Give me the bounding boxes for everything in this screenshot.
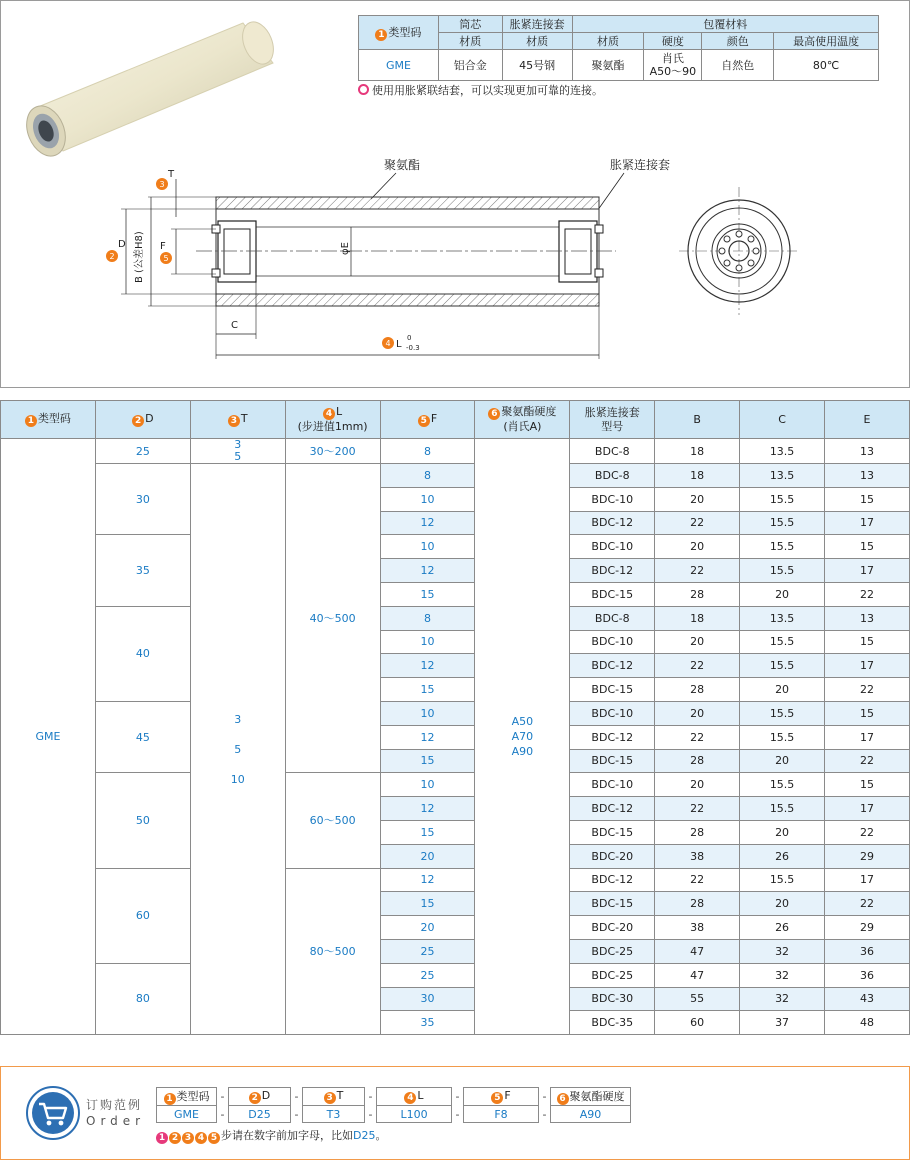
cell-c: 20: [740, 892, 825, 916]
cell-sleeve-model: BDC-8: [570, 464, 655, 488]
cell-c: 13.5: [740, 439, 825, 464]
svg-text:5: 5: [163, 254, 169, 263]
cell-e: 15: [825, 701, 910, 725]
cell-c: 32: [740, 963, 825, 987]
cell-e: 13: [825, 606, 910, 630]
cell-f: 8: [380, 464, 475, 488]
col-l: 4 L (步进值1mm): [285, 401, 380, 439]
cell-e: 29: [825, 844, 910, 868]
order-subtitle: Order: [86, 1114, 146, 1128]
cell-b: 20: [655, 487, 740, 511]
order-v-t: T3: [303, 1106, 365, 1123]
cell-e: 22: [825, 678, 910, 702]
cell-sleeve-model: BDC-12: [570, 797, 655, 821]
cell-f: 20: [380, 916, 475, 940]
order-h-d: 2 D: [229, 1088, 291, 1106]
cell-sleeve-model: BDC-15: [570, 892, 655, 916]
cell-b: 22: [655, 725, 740, 749]
cell-f: 12: [380, 511, 475, 535]
cell-l: 30～200: [285, 439, 380, 464]
cell-b: 18: [655, 439, 740, 464]
order-v-d: D25: [229, 1106, 291, 1123]
product-spec-panel: [0, 0, 910, 388]
spec-header-cover: 包覆材料: [572, 16, 878, 33]
cell-sleeve-model: BDC-15: [570, 678, 655, 702]
cell-sleeve-model: BDC-12: [570, 559, 655, 583]
cell-b: 18: [655, 606, 740, 630]
svg-text:F: F: [160, 241, 166, 252]
cell-sleeve-model: BDC-12: [570, 868, 655, 892]
order-title: 订购范例: [86, 1098, 143, 1112]
spec-header-max-temp: 最高使用温度: [774, 33, 879, 50]
cell-b: 28: [655, 820, 740, 844]
cell-e: 17: [825, 797, 910, 821]
order-v-type: GME: [157, 1106, 217, 1123]
cell-sleeve-model: BDC-15: [570, 582, 655, 606]
cell-d: 40: [95, 606, 190, 701]
cell-e: 48: [825, 1011, 910, 1035]
cell-sleeve-model: BDC-15: [570, 749, 655, 773]
cell-b: 20: [655, 535, 740, 559]
cell-sleeve-model: BDC-8: [570, 439, 655, 464]
spec-header-core-material: 材质: [438, 33, 502, 50]
cell-f: 15: [380, 582, 475, 606]
cell-c: 13.5: [740, 464, 825, 488]
cell-f: 8: [380, 439, 475, 464]
cell-l: 60～500: [285, 773, 380, 868]
cell-f: 25: [380, 939, 475, 963]
cell-d: 80: [95, 963, 190, 1034]
dim-f-label: [160, 241, 172, 264]
cell-b: 18: [655, 464, 740, 488]
cell-b: 38: [655, 916, 740, 940]
cell-c: 15.5: [740, 725, 825, 749]
cell-sleeve-model: BDC-15: [570, 820, 655, 844]
technical-drawing: [96, 151, 816, 366]
cell-f: 15: [380, 892, 475, 916]
dimension-table: [0, 400, 910, 1035]
cell-f: 25: [380, 963, 475, 987]
spec-header-sleeve: 胀紧连接套: [502, 16, 572, 33]
cell-f: 10: [380, 773, 475, 797]
cell-f: 12: [380, 868, 475, 892]
spec-core-material: 铝合金: [438, 50, 502, 81]
cell-e: 17: [825, 868, 910, 892]
order-note: 1 2 3 4 5 步请在数字前加字母，比如D25。: [156, 1127, 386, 1144]
cell-sleeve-model: BDC-25: [570, 963, 655, 987]
cell-b: 47: [655, 963, 740, 987]
cell-c: 15.5: [740, 511, 825, 535]
spec-color: 自然色: [702, 50, 774, 81]
order-h-hardness: 6 聚氨酯硬度: [551, 1088, 631, 1106]
col-t: 3 T: [190, 401, 285, 439]
cell-b: 28: [655, 749, 740, 773]
cell-c: 15.5: [740, 773, 825, 797]
cell-e: 13: [825, 464, 910, 488]
cell-type: GME: [1, 439, 96, 1035]
cell-e: 17: [825, 654, 910, 678]
cell-sleeve-model: BDC-30: [570, 987, 655, 1011]
svg-text:T: T: [168, 169, 175, 180]
cell-c: 13.5: [740, 606, 825, 630]
cell-c: 15.5: [740, 630, 825, 654]
table-row: [1, 439, 910, 464]
table-row: [1, 963, 910, 987]
cell-e: 36: [825, 939, 910, 963]
cell-c: 15.5: [740, 797, 825, 821]
cell-c: 15.5: [740, 701, 825, 725]
table-row: [1, 773, 910, 797]
dim-d-label: [106, 239, 126, 262]
spec-cover-material: 聚氨酯: [572, 50, 644, 81]
cell-d: 45: [95, 701, 190, 772]
cell-f: 30: [380, 987, 475, 1011]
cell-e: 15: [825, 535, 910, 559]
cell-c: 20: [740, 749, 825, 773]
table-row: [1, 701, 910, 725]
spec-header-color: 颜色: [702, 33, 774, 50]
svg-text:3: 3: [159, 180, 165, 189]
spec-header-sleeve-material: 材质: [502, 33, 572, 50]
cell-f: 20: [380, 844, 475, 868]
cell-l: 40～500: [285, 464, 380, 773]
cell-c: 32: [740, 987, 825, 1011]
spec-header-cover-material: 材质: [572, 33, 644, 50]
order-v-l: L100: [377, 1106, 452, 1123]
cell-e: 15: [825, 773, 910, 797]
spec-max-temp: 80℃: [774, 50, 879, 81]
cell-sleeve-model: BDC-20: [570, 916, 655, 940]
cell-b: 22: [655, 868, 740, 892]
col-sleeve-model: 胀紧连接套 型号: [570, 401, 655, 439]
end-view: [679, 187, 799, 315]
col-e: E: [825, 401, 910, 439]
cell-c: 15.5: [740, 535, 825, 559]
cell-e: 22: [825, 820, 910, 844]
cell-f: 12: [380, 654, 475, 678]
order-table: 1 类型码 - 2 D - 3 T - 4 L - 5 F - 6 聚氨酯硬度 GME - D25 - T3 - L100 - F8 - A90: [156, 1087, 631, 1123]
cell-c: 20: [740, 820, 825, 844]
table-row: [1, 868, 910, 892]
cell-b: 55: [655, 987, 740, 1011]
cell-c: 15.5: [740, 868, 825, 892]
cell-e: 29: [825, 916, 910, 940]
cell-b: 22: [655, 654, 740, 678]
cell-c: 15.5: [740, 559, 825, 583]
cell-e: 36: [825, 963, 910, 987]
cell-d: 50: [95, 773, 190, 868]
col-hardness: 6 聚氨酯硬度 (肖氏A): [475, 401, 570, 439]
cell-c: 26: [740, 916, 825, 940]
cell-sleeve-model: BDC-10: [570, 535, 655, 559]
cell-t: 3 5 10: [190, 464, 285, 1035]
shopping-cart-icon: [25, 1085, 81, 1141]
cell-b: 22: [655, 559, 740, 583]
spec-hardness: 肖氏 A50～90: [644, 50, 702, 81]
cell-d: 35: [95, 535, 190, 606]
cell-c: 15.5: [740, 654, 825, 678]
order-v-hardness: A90: [551, 1106, 631, 1123]
svg-text:-0.3: -0.3: [406, 344, 420, 352]
cell-sleeve-model: BDC-10: [570, 701, 655, 725]
cell-sleeve-model: BDC-10: [570, 487, 655, 511]
cell-f: 15: [380, 820, 475, 844]
cell-e: 43: [825, 987, 910, 1011]
col-c: C: [740, 401, 825, 439]
cell-e: 13: [825, 439, 910, 464]
table-row: [1, 606, 910, 630]
cell-b: 20: [655, 630, 740, 654]
cell-e: 17: [825, 725, 910, 749]
table-row: [1, 464, 910, 488]
cell-l: 80～500: [285, 868, 380, 1035]
dim-b-label: B (公差H8): [134, 231, 145, 283]
roller-photo: [11, 11, 281, 171]
table-row: [1, 535, 910, 559]
cell-sleeve-model: BDC-20: [570, 844, 655, 868]
cell-f: 15: [380, 678, 475, 702]
note-marker-icon: [358, 84, 369, 95]
dim-c-label: C: [231, 320, 238, 331]
cell-e: 22: [825, 749, 910, 773]
spec-note: 使用用胀紧联结套，可以实现更加可靠的连接。: [358, 82, 603, 98]
cell-sleeve-model: BDC-12: [570, 511, 655, 535]
spec-header-hardness: 硬度: [644, 33, 702, 50]
cell-b: 38: [655, 844, 740, 868]
cell-e: 17: [825, 511, 910, 535]
cell-e: 15: [825, 487, 910, 511]
cell-b: 22: [655, 511, 740, 535]
cell-sleeve-model: BDC-12: [570, 654, 655, 678]
cell-f: 15: [380, 749, 475, 773]
cell-f: 10: [380, 701, 475, 725]
cell-f: 12: [380, 559, 475, 583]
cell-b: 47: [655, 939, 740, 963]
spec-sleeve-material: 45号钢: [502, 50, 572, 81]
cell-b: 28: [655, 678, 740, 702]
order-v-f: F8: [464, 1106, 539, 1123]
svg-text:4: 4: [385, 339, 391, 348]
col-type: 1 类型码: [1, 401, 96, 439]
label-expansion-sleeve: 胀紧连接套: [610, 158, 671, 172]
svg-text:0: 0: [407, 334, 412, 342]
cell-d: 25: [95, 439, 190, 464]
cell-d: 30: [95, 464, 190, 535]
cell-b: 20: [655, 701, 740, 725]
cell-f: 10: [380, 487, 475, 511]
cell-e: 17: [825, 559, 910, 583]
cell-sleeve-model: BDC-35: [570, 1011, 655, 1035]
spec-header-core: 筒芯: [438, 16, 502, 33]
cell-c: 20: [740, 678, 825, 702]
cell-f: 10: [380, 630, 475, 654]
cell-f: 8: [380, 606, 475, 630]
cell-sleeve-model: BDC-25: [570, 939, 655, 963]
cell-c: 15.5: [740, 487, 825, 511]
order-h-l: 4 L: [377, 1088, 452, 1106]
dim-l-label: [382, 334, 420, 352]
order-example-panel: [0, 1066, 910, 1160]
cell-sleeve-model: BDC-10: [570, 630, 655, 654]
order-h-f: 5 F: [464, 1088, 539, 1106]
spec-table: [358, 15, 879, 81]
order-h-type: 1 类型码: [157, 1088, 217, 1106]
dimension-table-header: [1, 401, 910, 439]
cell-f: 12: [380, 797, 475, 821]
cell-sleeve-model: BDC-8: [570, 606, 655, 630]
cell-c: 20: [740, 582, 825, 606]
cell-e: 22: [825, 582, 910, 606]
spec-header-type: 1 类型码: [359, 16, 439, 50]
cell-f: 10: [380, 535, 475, 559]
col-b: B: [655, 401, 740, 439]
cell-hardness: A50 A70 A90: [475, 439, 570, 1035]
cell-c: 26: [740, 844, 825, 868]
spec-type: GME: [359, 50, 439, 81]
order-h-t: 3 T: [303, 1088, 365, 1106]
cell-b: 22: [655, 797, 740, 821]
label-polyurethane: 聚氨酯: [384, 158, 421, 172]
cell-e: 15: [825, 630, 910, 654]
svg-text:D: D: [118, 239, 126, 250]
cell-f: 35: [380, 1011, 475, 1035]
cell-f: 12: [380, 725, 475, 749]
col-d: 2 D: [95, 401, 190, 439]
cell-sleeve-model: BDC-12: [570, 725, 655, 749]
cell-b: 20: [655, 773, 740, 797]
dim-phi-e: φE: [340, 242, 351, 255]
cell-sleeve-model: BDC-10: [570, 773, 655, 797]
cell-c: 37: [740, 1011, 825, 1035]
svg-text:2: 2: [109, 252, 115, 261]
svg-text:L: L: [396, 339, 402, 350]
cell-c: 32: [740, 939, 825, 963]
cell-d: 60: [95, 868, 190, 963]
cell-b: 60: [655, 1011, 740, 1035]
dim-t-label: [156, 169, 175, 190]
col-f: 5 F: [380, 401, 475, 439]
cell-e: 22: [825, 892, 910, 916]
cell-b: 28: [655, 582, 740, 606]
cell-t: 3 5: [190, 439, 285, 464]
cell-b: 28: [655, 892, 740, 916]
